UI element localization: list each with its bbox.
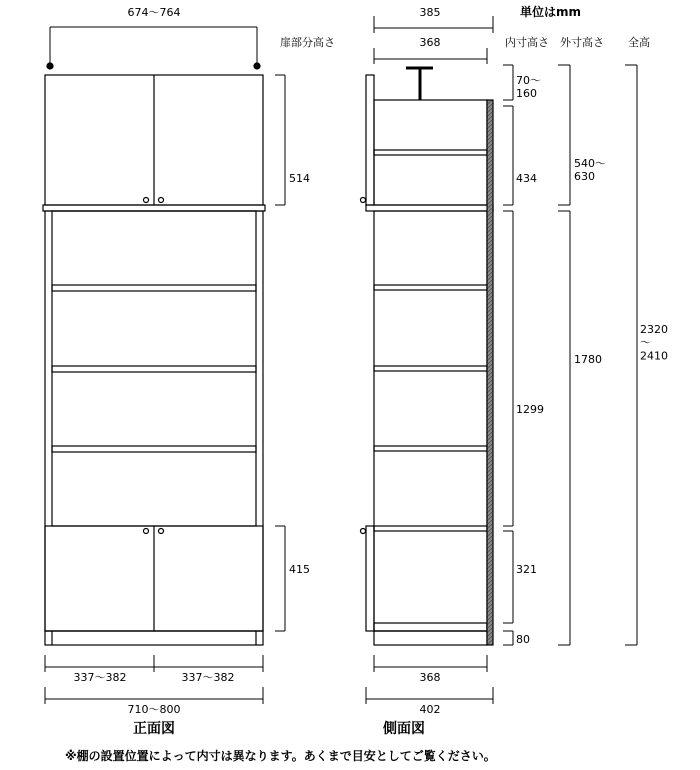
header-door-height: 扉部分高さ (280, 36, 335, 49)
side-inner-depth-top: 368 (419, 36, 441, 49)
front-view (43, 27, 285, 704)
header-inner-height: 内寸高さ (505, 36, 549, 49)
front-right-width: 337～382 (181, 671, 235, 684)
side-upper-door (366, 75, 374, 205)
side-lower-inner: 321 (516, 563, 537, 576)
side-total: 2320 ～ 2410 (640, 323, 668, 363)
footnote: ※棚の設置位置によって内寸は異なります。あくまで目安としてご覧ください。 (65, 749, 496, 763)
side-upper-outer: 540～ 630 (574, 157, 606, 184)
lower-knob-right (159, 529, 164, 534)
shelf-3 (52, 446, 256, 452)
side-base: 80 (516, 633, 530, 646)
side-lower-body (374, 211, 487, 631)
side-outer-depth-bottom: 402 (419, 703, 441, 716)
front-caption: 正面図 (133, 721, 175, 737)
front-upper-door-height: 514 (289, 172, 310, 185)
divider-plate (43, 205, 265, 211)
side-middle-inner: 1299 (516, 403, 544, 416)
side-upper-inner: 434 (516, 172, 537, 185)
front-top-width: 674～764 (127, 6, 181, 19)
adjuster-knob-right (254, 63, 260, 69)
shelf-2 (52, 366, 256, 372)
header-outer-height: 外寸高さ (560, 36, 604, 49)
back-panel (487, 100, 493, 645)
side-outer-depth-top: 385 (419, 6, 441, 19)
side-plinth (374, 631, 487, 645)
shelf-1 (52, 285, 256, 291)
adjuster-knob-left (47, 63, 53, 69)
side-lower-door (366, 526, 374, 631)
open-shelf-area (52, 211, 256, 526)
side-inner-depth-bottom: 368 (419, 671, 441, 684)
side-caption: 側面図 (383, 721, 425, 737)
upper-knob-right (159, 198, 164, 203)
upper-knob-left (144, 198, 149, 203)
side-divider (366, 205, 493, 211)
units-label: 単位はmm (520, 5, 582, 19)
side-top-gap: 70～ 160 (516, 74, 541, 101)
front-plinth (45, 631, 263, 645)
front-lower-door-height: 415 (289, 563, 310, 576)
side-upper-cabinet (374, 100, 487, 205)
header-total-height: 全高 (628, 36, 650, 49)
lower-knob-left (144, 529, 149, 534)
front-left-width: 337～382 (73, 671, 127, 684)
front-total-width: 710～800 (127, 703, 181, 716)
side-lower-outer: 1780 (574, 353, 602, 366)
